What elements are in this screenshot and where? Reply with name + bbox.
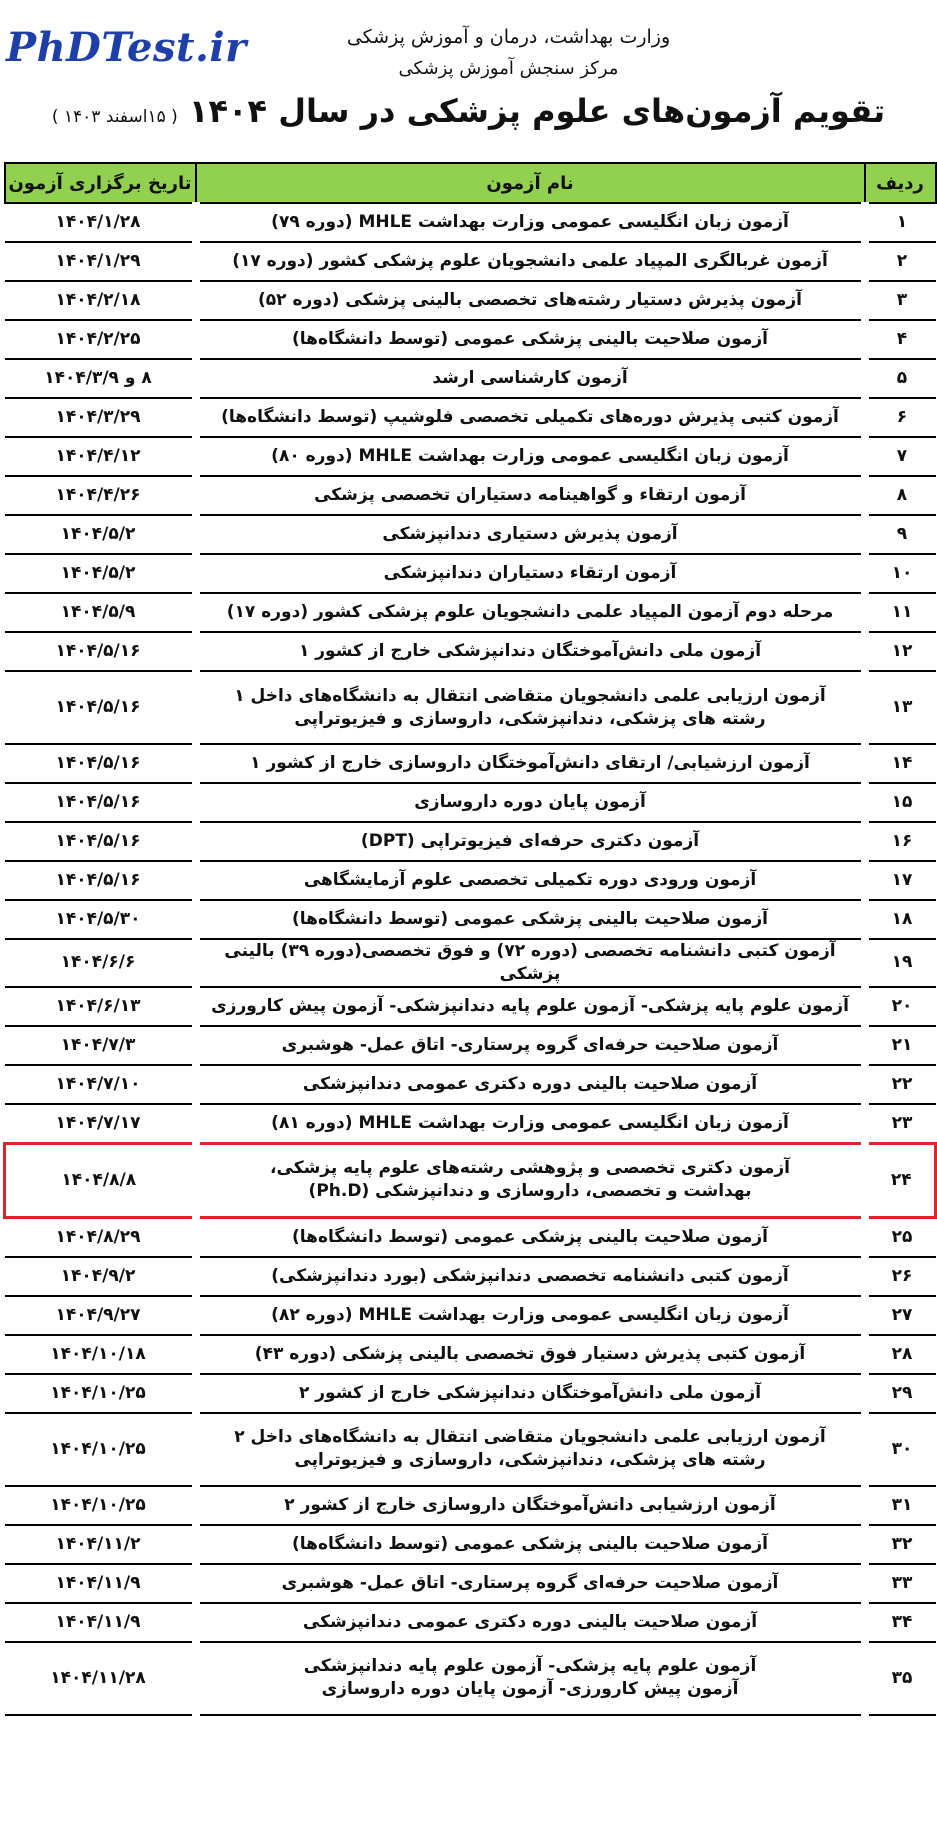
exam-name-line: آزمون صلاحیت بالینی دوره دکتری عمومی دندانپزشکی — [302, 1611, 758, 1632]
exam-name — [196, 1603, 865, 1642]
column-header-exam-date: تاریخ برگزاری آزمون — [5, 163, 196, 203]
exam-date: ۱۴۰۴/۴/۱۲ — [5, 437, 196, 476]
row-number: ۲۳ — [865, 1104, 936, 1144]
exam-date: ۱۴۰۴/۸/۲۹ — [5, 1217, 196, 1257]
page-header — [0, 0, 937, 160]
table-row — [5, 242, 936, 281]
row-number: ۵ — [865, 359, 936, 398]
table-row — [5, 900, 936, 939]
exam-name-line: آزمون صلاحیت بالینی پزشکی عمومی (توسط دانشگاه‌ها) — [292, 909, 768, 930]
exam-name-line: آزمون صلاحیت بالینی پزشکی عمومی (توسط دانشگاه‌ها) — [292, 1226, 768, 1247]
row-number: ۲ — [865, 242, 936, 281]
table-body — [5, 203, 936, 1715]
row-number: ۸ — [865, 476, 936, 515]
row-number: ۱۰ — [865, 554, 936, 593]
exam-name — [196, 1374, 865, 1413]
exam-date: ۱۴۰۴/۳/۲۹ — [5, 398, 196, 437]
exam-name-line: رشته های پزشکی، دندانپزشکی، داروسازی و فیزیوتراپی — [294, 1450, 766, 1471]
exam-date: ۱۴۰۴/۶/۱۳ — [5, 987, 196, 1026]
exam-name-line: آزمون ارتقاء دستیاران دندانپزشکی — [383, 563, 677, 584]
exam-date: ۱۴۰۴/۶/۶ — [5, 939, 196, 987]
exam-name — [196, 515, 865, 554]
exam-name-line: آزمون ارتقاء و گواهینامه دستیاران تخصصی پزشکی — [314, 485, 746, 506]
exam-name — [196, 359, 865, 398]
table-row — [5, 593, 936, 632]
exam-date: ۱۴۰۴/۱۱/۲۸ — [5, 1642, 196, 1715]
exam-date: ۸ و ۱۴۰۴/۳/۹ — [5, 359, 196, 398]
exam-name — [196, 987, 865, 1026]
page-title-main: تقویم آزمون‌های علوم پزشکی در سال ۱۴۰۴ — [188, 92, 886, 130]
exam-name — [196, 1104, 865, 1144]
exam-name — [196, 1296, 865, 1335]
row-number: ۴ — [865, 320, 936, 359]
exam-name-line: آزمون ملی دانش‌آموختگان دندانپزشکی خارج از کشور ۲ — [298, 1382, 762, 1403]
exam-name — [196, 1217, 865, 1257]
exam-date: ۱۴۰۴/۷/۱۰ — [5, 1065, 196, 1104]
exam-date: ۱۴۰۴/۹/۲۷ — [5, 1296, 196, 1335]
column-header-row-number: ردیف — [865, 163, 936, 203]
exam-name — [196, 1413, 865, 1486]
table-row — [5, 1217, 936, 1257]
exam-name — [196, 783, 865, 822]
row-number: ۳ — [865, 281, 936, 320]
row-number: ۲۹ — [865, 1374, 936, 1413]
exam-name-line: آزمون کتبی دانشنامه تخصصی دندانپزشکی (بورد دندانپزشکی) — [271, 1265, 789, 1286]
exam-date: ۱۴۰۴/۱۰/۲۵ — [5, 1486, 196, 1525]
exam-name — [196, 593, 865, 632]
row-number: ۱ — [865, 203, 936, 242]
exam-name-line: آزمون پذیرش دستیار رشته‌های تخصصی بالینی پزشکی (دوره ۵۲) — [257, 290, 803, 311]
exam-date: ۱۴۰۴/۸/۸ — [5, 1143, 196, 1217]
row-number: ۳۵ — [865, 1642, 936, 1715]
exam-name-line: آزمون دکتری تخصصی و پژوهشی رشته‌های علوم پایه پزشکی، — [270, 1158, 790, 1179]
exam-calendar-table — [3, 162, 937, 1716]
exam-name-line: آزمون صلاحیت بالینی پزشکی عمومی (توسط دانشگاه‌ها) — [292, 1533, 768, 1554]
exam-name — [196, 320, 865, 359]
row-number: ۱۷ — [865, 861, 936, 900]
exam-date: ۱۴۰۴/۱۱/۹ — [5, 1603, 196, 1642]
table-row — [5, 515, 936, 554]
table-row — [5, 1525, 936, 1564]
exam-date: ۱۴۰۴/۱۰/۲۵ — [5, 1374, 196, 1413]
exam-date: ۱۴۰۴/۹/۲ — [5, 1257, 196, 1296]
table-row — [5, 744, 936, 783]
table-row — [5, 1104, 936, 1144]
row-number: ۱۸ — [865, 900, 936, 939]
exam-date: ۱۴۰۴/۱/۲۸ — [5, 203, 196, 242]
exam-name — [196, 476, 865, 515]
table-row-highlighted — [5, 1143, 936, 1217]
table-row — [5, 632, 936, 671]
exam-name — [196, 1026, 865, 1065]
exam-date: ۱۴۰۴/۱۱/۲ — [5, 1525, 196, 1564]
row-number: ۱۳ — [865, 671, 936, 744]
exam-name-line: رشته های پزشکی، دندانپزشکی، داروسازی و فیزیوتراپی — [294, 708, 766, 729]
table-row — [5, 1026, 936, 1065]
exam-date: ۱۴۰۴/۴/۲۶ — [5, 476, 196, 515]
exam-name — [196, 744, 865, 783]
row-number: ۱۶ — [865, 822, 936, 861]
table-row — [5, 437, 936, 476]
exam-date: ۱۴۰۴/۱۱/۹ — [5, 1564, 196, 1603]
exam-date: ۱۴۰۴/۵/۱۶ — [5, 822, 196, 861]
exam-name-line: آزمون ارزشیابی/ ارتقای دانش‌آموختگان داروسازی خارج از کشور ۱ — [250, 753, 810, 774]
exam-name-line: آزمون غربالگری المپیاد علمی دانشجویان علوم پزشکی کشور (دوره ۱۷) — [232, 251, 828, 272]
exam-name — [196, 1564, 865, 1603]
exam-date: ۱۴۰۴/۵/۱۶ — [5, 632, 196, 671]
table-row — [5, 1564, 936, 1603]
page-title-date: ( ۱۵اسفند ۱۴۰۳ ) — [51, 107, 178, 127]
exam-name — [196, 822, 865, 861]
exam-name — [196, 281, 865, 320]
exam-name-line: آزمون زبان انگلیسی عمومی وزارت بهداشت MHLE (دوره ۷۹) — [271, 212, 789, 233]
row-number: ۷ — [865, 437, 936, 476]
exam-name-line: بهداشت و تخصصی، داروسازی و دندانپزشکی (Ph.D) — [308, 1181, 752, 1202]
ministry-name: وزارت بهداشت، درمان و آموزش پزشکی — [346, 26, 671, 48]
exam-name-line: آزمون زبان انگلیسی عمومی وزارت بهداشت MHLE (دوره ۸۲) — [271, 1304, 789, 1325]
exam-name-line: آزمون زبان انگلیسی عمومی وزارت بهداشت MHLE (دوره ۸۱) — [271, 1112, 789, 1133]
row-number: ۲۲ — [865, 1065, 936, 1104]
row-number: ۱۲ — [865, 632, 936, 671]
table-row — [5, 554, 936, 593]
row-number: ۲۸ — [865, 1335, 936, 1374]
exam-name — [196, 554, 865, 593]
row-number: ۶ — [865, 398, 936, 437]
exam-name — [196, 1486, 865, 1525]
exam-name — [196, 900, 865, 939]
table-row — [5, 359, 936, 398]
exam-date: ۱۴۰۴/۲/۲۵ — [5, 320, 196, 359]
table-row — [5, 476, 936, 515]
exam-name — [196, 1525, 865, 1564]
exam-date: ۱۴۰۴/۵/۱۶ — [5, 861, 196, 900]
row-number: ۲۴ — [865, 1143, 936, 1217]
page-title — [0, 92, 937, 130]
exam-name — [196, 203, 865, 242]
exam-name-line: آزمون پیش کارورزی- آزمون پایان دوره داروسازی — [321, 1679, 739, 1700]
exam-date: ۱۴۰۴/۲/۱۸ — [5, 281, 196, 320]
exam-name-line: آزمون زبان انگلیسی عمومی وزارت بهداشت MHLE (دوره ۸۰) — [271, 446, 789, 467]
exam-name-line: آزمون علوم پایه پزشکی- آزمون علوم پایه دندانپزشکی — [303, 1656, 757, 1677]
row-number: ۳۴ — [865, 1603, 936, 1642]
table-row — [5, 1374, 936, 1413]
row-number: ۱۴ — [865, 744, 936, 783]
exam-name-line: آزمون ملی دانش‌آموختگان دندانپزشکی خارج از کشور ۱ — [298, 641, 762, 662]
table-row — [5, 987, 936, 1026]
table-row — [5, 398, 936, 437]
table-row — [5, 1603, 936, 1642]
row-number: ۲۶ — [865, 1257, 936, 1296]
exam-name-line: آزمون پایان دوره داروسازی — [414, 792, 646, 813]
table-row — [5, 320, 936, 359]
row-number: ۱۹ — [865, 939, 936, 987]
exam-name-line: آزمون کتبی دانشنامه تخصصی (دوره ۷۲) و فوق تخصصی(دوره ۳۹) بالینی پزشکی — [224, 941, 836, 984]
exam-date: ۱۴۰۴/۵/۲ — [5, 515, 196, 554]
exam-name-line: آزمون کتبی پذیرش دستیار فوق تخصصی بالینی پزشکی (دوره ۴۳) — [254, 1343, 806, 1364]
table-row — [5, 1335, 936, 1374]
row-number: ۳۲ — [865, 1525, 936, 1564]
exam-date: ۱۴۰۴/۱۰/۲۵ — [5, 1413, 196, 1486]
exam-name — [196, 671, 865, 744]
exam-date: ۱۴۰۴/۵/۱۶ — [5, 783, 196, 822]
exam-date: ۱۴۰۴/۵/۲ — [5, 554, 196, 593]
table-row — [5, 203, 936, 242]
row-number: ۲۰ — [865, 987, 936, 1026]
exam-name-line: آزمون صلاحیت حرفه‌ای گروه پرستاری- اتاق عمل- هوشبری — [281, 1572, 779, 1593]
table-row — [5, 281, 936, 320]
exam-name — [196, 437, 865, 476]
exam-name-line: آزمون صلاحیت بالینی دوره دکتری عمومی دندانپزشکی — [302, 1073, 758, 1094]
row-number: ۲۷ — [865, 1296, 936, 1335]
exam-name-line: آزمون ارزیابی علمی دانشجویان متقاضی انتقال به دانشگاه‌های داخل ۲ — [234, 1427, 826, 1448]
exam-date: ۱۴۰۴/۱/۲۹ — [5, 242, 196, 281]
table-row — [5, 1413, 936, 1486]
row-number: ۳۰ — [865, 1413, 936, 1486]
table-row — [5, 1257, 936, 1296]
row-number: ۲۵ — [865, 1217, 936, 1257]
exam-name-line: آزمون صلاحیت بالینی پزشکی عمومی (توسط دانشگاه‌ها) — [292, 329, 768, 350]
table-row — [5, 1642, 936, 1715]
exam-name-line: مرحله دوم آزمون المپیاد علمی دانشجویان علوم پزشکی کشور (دوره ۱۷) — [226, 602, 834, 623]
exam-name-line: آزمون ارزیابی علمی دانشجویان متقاضی انتقال به دانشگاه‌های داخل ۱ — [234, 685, 826, 706]
table-row — [5, 939, 936, 987]
exam-name — [196, 632, 865, 671]
exam-name-line: آزمون کارشناسی ارشد — [432, 368, 628, 389]
exam-date: ۱۴۰۴/۵/۳۰ — [5, 900, 196, 939]
center-name: مرکز سنجش آموزش پزشکی — [398, 58, 619, 79]
exam-calendar-table-wrapper — [3, 162, 934, 1716]
column-header-exam-name: نام آزمون — [196, 163, 865, 203]
exam-name-line: آزمون ورودی دوره تکمیلی تخصصی علوم آزمایشگاهی — [303, 870, 757, 891]
table-row — [5, 822, 936, 861]
row-number: ۲۱ — [865, 1026, 936, 1065]
exam-date: ۱۴۰۴/۵/۱۶ — [5, 671, 196, 744]
table-row — [5, 671, 936, 744]
exam-name — [196, 939, 865, 987]
exam-name-line: آزمون دکتری حرفه‌ای فیزیوتراپی (DPT) — [360, 831, 700, 852]
exam-name — [196, 1065, 865, 1104]
exam-date: ۱۴۰۴/۵/۹ — [5, 593, 196, 632]
exam-date: ۱۴۰۴/۷/۳ — [5, 1026, 196, 1065]
exam-name — [196, 1335, 865, 1374]
exam-date: ۱۴۰۴/۵/۱۶ — [5, 744, 196, 783]
exam-name — [196, 1642, 865, 1715]
exam-name — [196, 242, 865, 281]
table-header-row — [5, 163, 936, 203]
table-row — [5, 783, 936, 822]
row-number: ۳۱ — [865, 1486, 936, 1525]
table-row — [5, 1065, 936, 1104]
site-logo[interactable]: PhDTest.ir — [6, 24, 247, 71]
exam-date: ۱۴۰۴/۱۰/۱۸ — [5, 1335, 196, 1374]
table-row — [5, 1486, 936, 1525]
exam-name — [196, 398, 865, 437]
exam-name-line: آزمون کتبی پذیرش دوره‌های تکمیلی تخصصی فلوشیپ (توسط دانشگاه‌ها) — [221, 407, 839, 428]
row-number: ۱۵ — [865, 783, 936, 822]
exam-name-line: آزمون علوم پایه پزشکی- آزمون علوم پایه دندانپزشکی- آزمون پیش کارورزی — [211, 995, 849, 1016]
exam-date: ۱۴۰۴/۷/۱۷ — [5, 1104, 196, 1144]
exam-name — [196, 1143, 865, 1217]
row-number: ۹ — [865, 515, 936, 554]
exam-name-line: آزمون ارزشیابی دانش‌آموختگان داروسازی خارج از کشور ۲ — [284, 1494, 776, 1515]
table-row — [5, 861, 936, 900]
row-number: ۳۳ — [865, 1564, 936, 1603]
row-number: ۱۱ — [865, 593, 936, 632]
table-row — [5, 1296, 936, 1335]
exam-name-line: آزمون صلاحیت حرفه‌ای گروه پرستاری- اتاق عمل- هوشبری — [281, 1034, 779, 1055]
exam-name — [196, 861, 865, 900]
exam-name — [196, 1257, 865, 1296]
exam-name-line: آزمون پذیرش دستیاری دندانپزشکی — [382, 524, 678, 545]
